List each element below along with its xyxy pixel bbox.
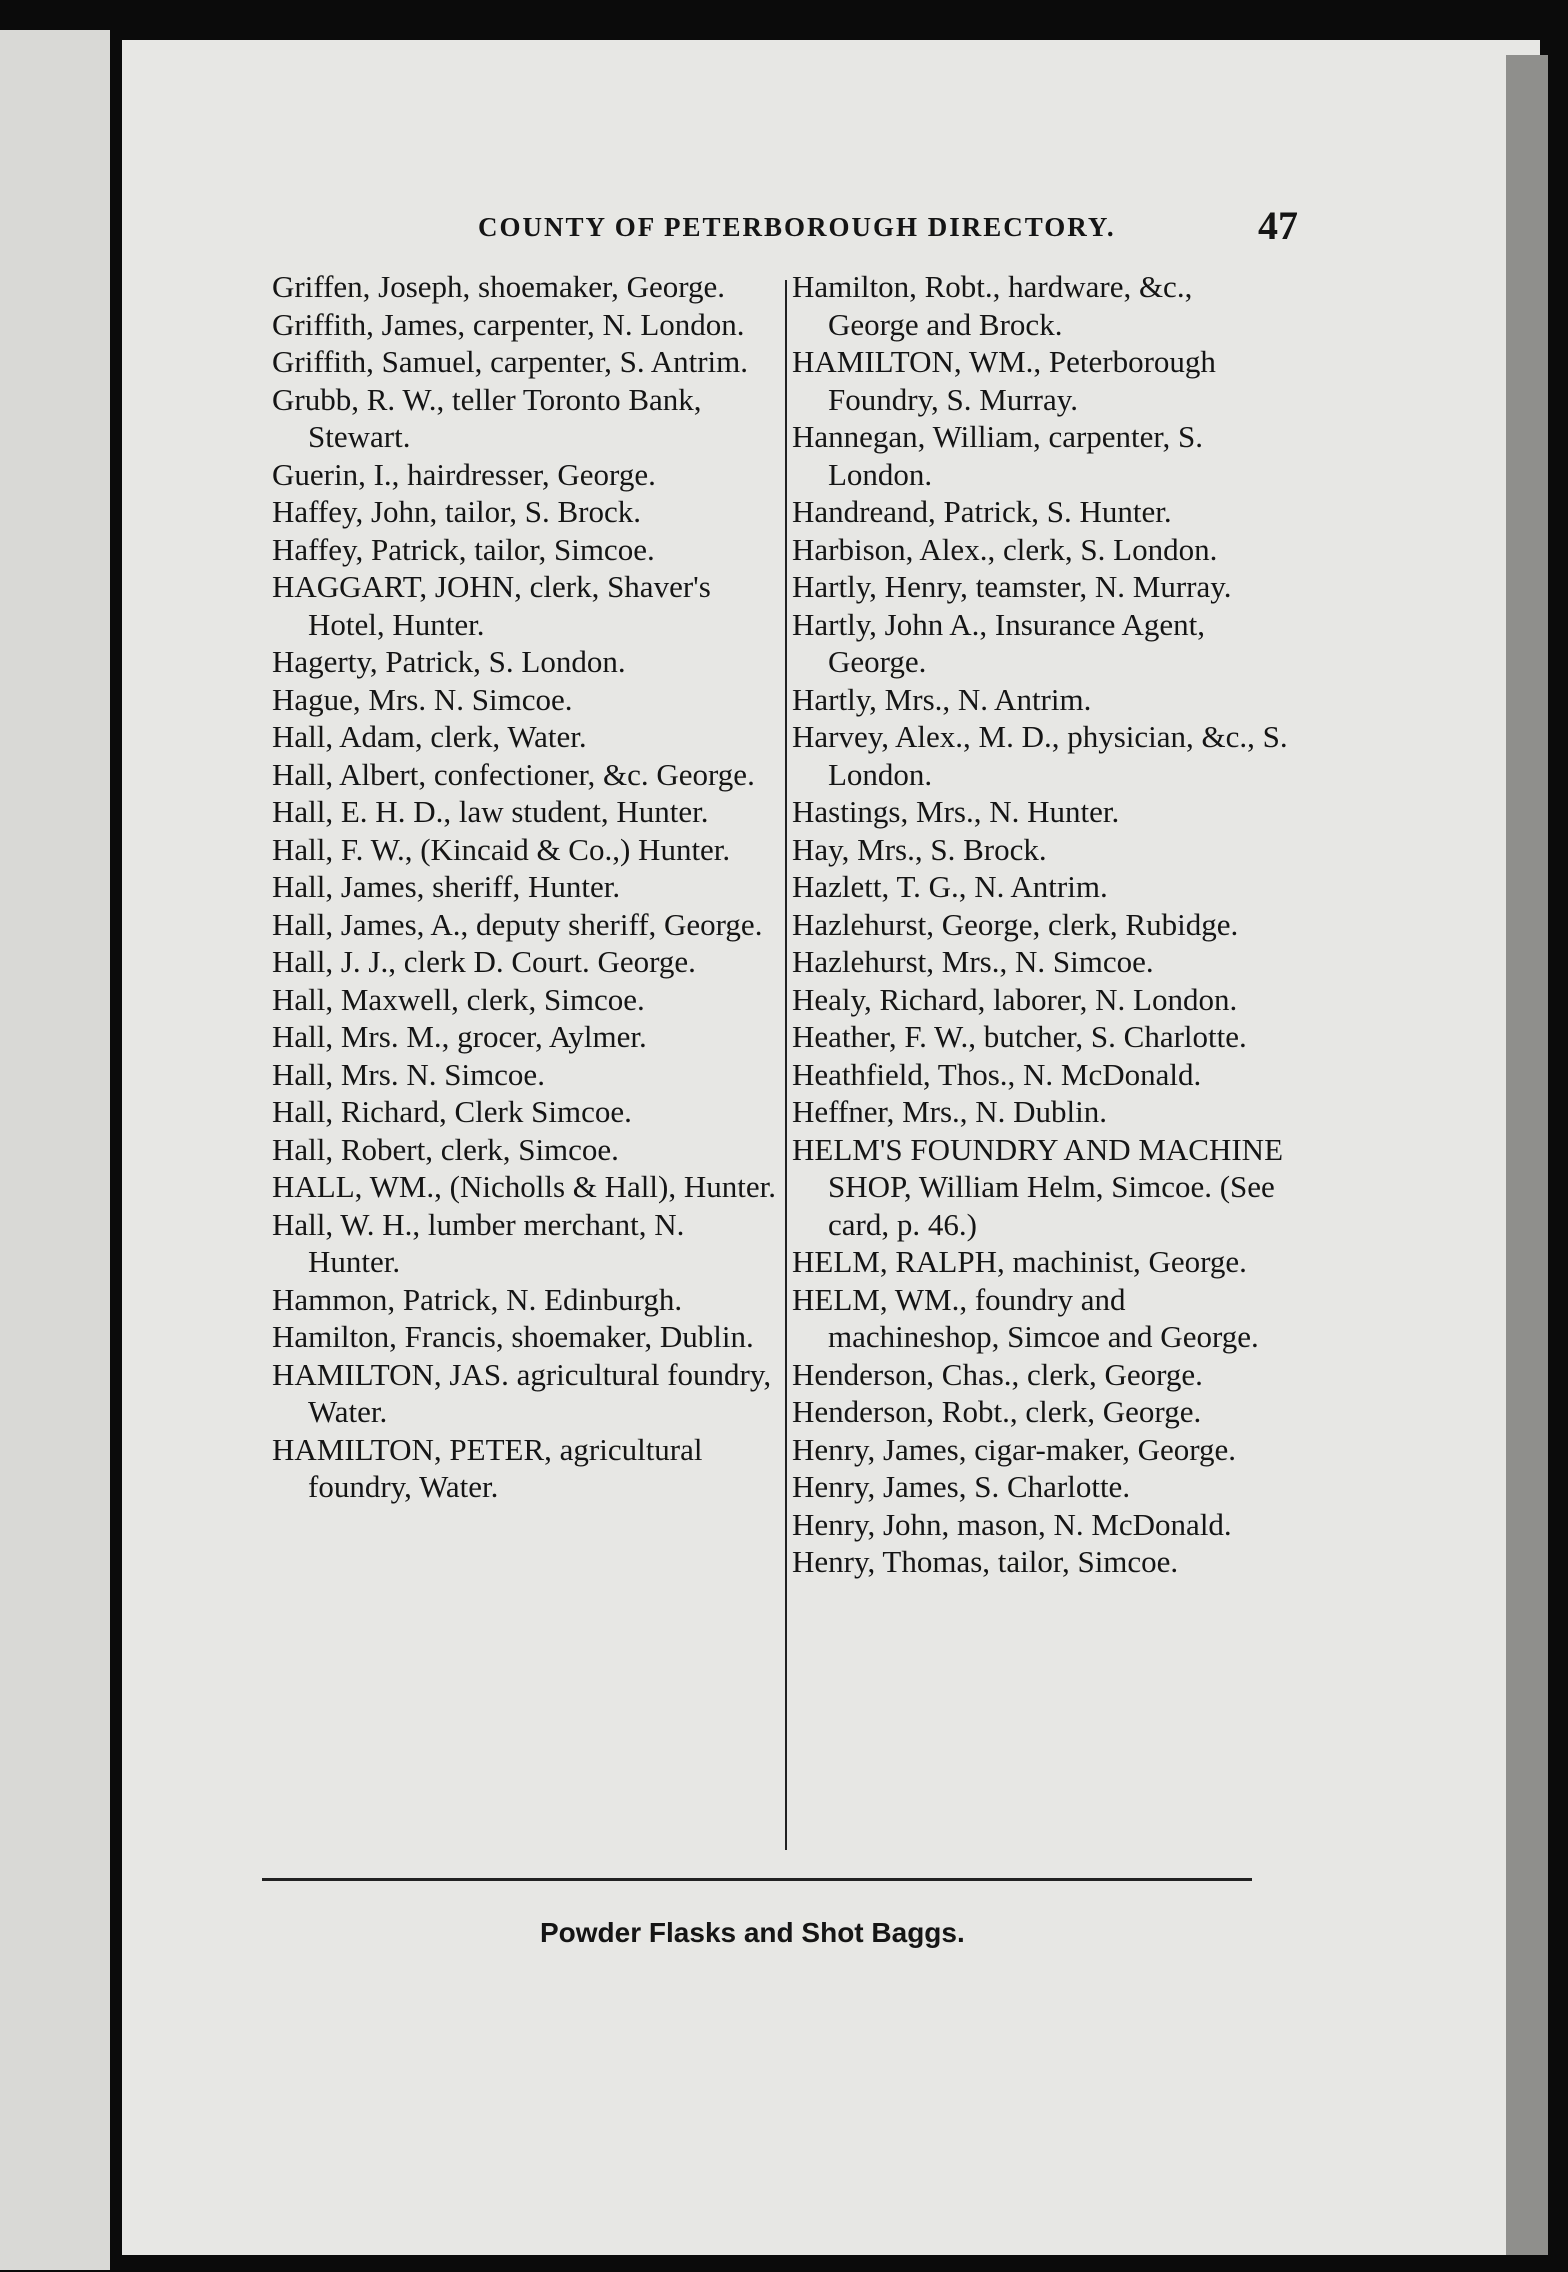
directory-entry: Hall, F. W., (Kincaid & Co.,) Hunter. [272,831,731,867]
directory-entry: Hall, Mrs. M., grocer, Aylmer. [272,1019,647,1054]
directory-entry: Henderson, Chas., clerk, George. [792,1356,1203,1392]
directory-entry: Hagerty, Patrick, S. London. [272,644,626,679]
directory-entry: Hazlett, T. G., N. Antrim. [792,869,1108,904]
directory-entry: Guerin, I., hairdresser, George. [272,456,656,492]
directory-entry: Hazlehurst, Mrs., N. Simcoe. [792,944,1154,979]
directory-entry: Hall, James, A., deputy sheriff, George. [272,906,763,942]
directory-entry: HAMILTON, WM., Peterborough Foundry, S. Murray. [792,344,1216,417]
directory-entry: Henry, Thomas, tailor, Simcoe. [792,1544,1179,1579]
page-number: 47 [1258,203,1298,248]
directory-entry: Hamilton, Francis, shoemaker, Dublin. [272,1319,754,1354]
directory-entry: Heathfield, Thos., N. McDonald. [792,1056,1202,1092]
right-column [792,268,1290,1581]
header-title: COUNTY OF PETERBOROUGH DIRECTORY. [478,212,1116,242]
directory-entry: Hannegan, William, carpenter, S. London. [792,419,1203,492]
directory-entry: HAMILTON, JAS. agricultural foundry, Water. [272,1356,772,1429]
running-header [478,203,1298,248]
directory-entry: HELM, RALPH, machinist, George. [792,1244,1247,1279]
directory-entry: Harvey, Alex., M. D., physician, &c., S. London. [792,719,1288,792]
directory-entry: Hall, Robert, clerk, Simcoe. [272,1131,619,1167]
directory-entry: Grubb, R. W., teller Toronto Bank, Stewart. [272,381,702,454]
directory-entry: Henry, John, mason, N. McDonald. [792,1506,1232,1542]
directory-entry: Hall, James, sheriff, Hunter. [272,869,621,904]
directory-entry: Hay, Mrs., S. Brock. [792,831,1047,867]
directory-entry: Hall, Richard, Clerk Simcoe. [272,1094,632,1129]
directory-entry: Handreand, Patrick, S. Hunter. [792,494,1172,529]
directory-entry: Henry, James, S. Charlotte. [792,1469,1131,1504]
left-column [272,268,782,1506]
directory-entry: Griffith, James, carpenter, N. London. [272,306,745,342]
bottom-rule [262,1878,1252,1881]
directory-entry: Hall, Mrs. N. Simcoe. [272,1056,545,1092]
directory-entry: Hartly, Mrs., N. Antrim. [792,681,1092,717]
directory-entry: Griffith, Samuel, carpenter, S. Antrim. [272,344,749,379]
directory-entry: HELM, WM., foundry and machineshop, Simcoe and George. [792,1281,1259,1354]
page-right-edge [1506,55,1548,2255]
directory-entry: Hartly, Henry, teamster, N. Murray. [792,569,1232,604]
directory-entry: Hartly, John A., Insurance Agent, George. [792,606,1205,679]
directory-entry: Hastings, Mrs., N. Hunter. [792,794,1120,829]
previous-page-edge [0,30,110,2270]
directory-entry: Henderson, Robt., clerk, George. [792,1394,1202,1429]
directory-entry: Griffen, Joseph, shoemaker, George. [272,269,726,304]
column-divider [785,280,787,1850]
directory-entry: Hazlehurst, George, clerk, Rubidge. [792,906,1239,942]
directory-entry: Hague, Mrs. N. Simcoe. [272,681,573,717]
directory-entry: Haffey, John, tailor, S. Brock. [272,494,641,529]
directory-entry: Hammon, Patrick, N. Edinburgh. [272,1281,683,1317]
directory-entry: Henry, James, cigar-maker, George. [792,1431,1237,1467]
directory-entry: Heather, F. W., butcher, S. Charlotte. [792,1019,1247,1054]
directory-entry: Hall, Maxwell, clerk, Simcoe. [272,981,645,1017]
directory-entry: HALL, WM., (Nicholls & Hall), Hunter. [272,1169,776,1204]
directory-entry: Hall, Albert, confectioner, &c. George. [272,756,755,792]
directory-entry: HAGGART, JOHN, clerk, Shaver's Hotel, Hunter. [272,569,711,642]
directory-entry: HELM'S FOUNDRY AND MACHINE SHOP, William Helm, Simcoe. (See card, p. 46.) [792,1131,1284,1242]
directory-entry: Heffner, Mrs., N. Dublin. [792,1094,1108,1129]
directory-entry: Hall, J. J., clerk D. Court. George. [272,944,696,979]
footer-advert: Powder Flasks and Shot Baggs. [540,1917,965,1948]
directory-entry: Hall, E. H. D., law student, Hunter. [272,794,709,829]
directory-entry: HAMILTON, PETER, agricultural foundry, Water. [272,1431,703,1504]
directory-entry: Harbison, Alex., clerk, S. London. [792,531,1218,567]
directory-entry: Healy, Richard, laborer, N. London. [792,981,1238,1017]
directory-entry: Hamilton, Robt., hardware, &c., George and Brock. [792,269,1193,342]
directory-entry: Hall, W. H., lumber merchant, N. Hunter. [272,1206,685,1279]
directory-entry: Haffey, Patrick, tailor, Simcoe. [272,531,655,567]
directory-entry: Hall, Adam, clerk, Water. [272,719,587,754]
